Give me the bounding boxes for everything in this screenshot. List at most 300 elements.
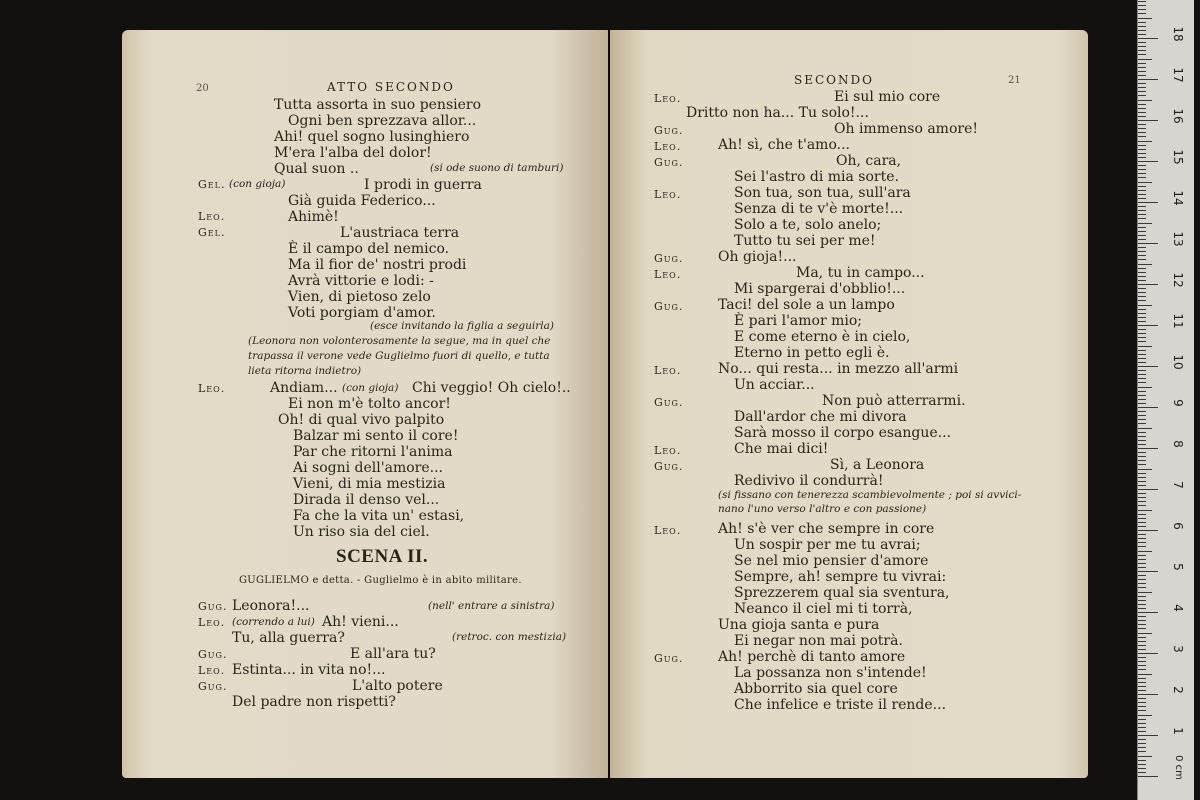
verse-line: Ma, tu in campo... [796,265,925,281]
ruler-tick [1138,715,1152,716]
speaker-label: Gel. [198,178,226,191]
ruler-tick [1138,83,1146,84]
ruler-tick [1138,452,1146,453]
ruler-tick [1138,177,1146,178]
ruler-tick [1138,501,1146,502]
ruler-tick [1138,141,1152,142]
ruler-tick [1138,251,1146,252]
ruler-tick [1138,87,1146,88]
ruler-tick [1138,592,1152,593]
ruler-tick [1138,378,1146,379]
verse-line: Un acciar... [734,377,815,393]
ruler-tick [1138,518,1146,519]
ruler-tick [1138,747,1146,748]
verse-line: Fa che la vita un' estasi, [293,508,465,524]
ruler-tick [1138,612,1158,613]
ruler-tick [1138,161,1158,162]
verse-line: Una gioja santa e pura [718,617,880,633]
verse-line: Ei sul mio core [834,89,941,105]
ruler-tick [1138,628,1146,629]
ruler-tick [1138,120,1158,121]
page-number-right: 21 [1008,75,1021,86]
ruler-tick [1138,206,1146,207]
speaker-label: Gug. [198,680,228,693]
ruler-tick [1138,727,1146,728]
stage-direction: (con gioja) [229,178,286,190]
ruler-tick [1138,100,1152,101]
ruler-tick [1138,694,1158,695]
ruler-tick [1138,75,1146,76]
ruler-tick [1138,313,1146,314]
speaker-label: Leo. [654,268,682,281]
ruler-tick [1138,407,1158,408]
ruler-tick [1138,169,1146,170]
ruler-tick [1138,50,1146,51]
ruler-tick [1138,604,1146,605]
speaker-label: Gug. [654,396,684,409]
ruler-tick [1138,112,1146,113]
ruler-tick [1138,227,1146,228]
ruler-tick [1138,329,1146,330]
stage-direction: (retroc. con mestizia) [452,631,567,643]
ruler-tick [1138,38,1158,39]
ruler-tick [1138,272,1146,273]
ruler-tick [1138,317,1146,318]
verse-line: Redivivo il condurrà! [734,473,884,489]
ruler-tick [1138,79,1158,80]
speaker-label: Leo. [654,188,682,201]
ruler-tick [1138,358,1146,359]
verse-line: E all'ara tu? [350,646,436,662]
verse-line: Ei negar non mai potrà. [734,633,903,649]
verse-line: Ogni ben sprezzava allor... [288,113,477,129]
ruler-tick [1138,149,1146,150]
ruler-tick [1138,268,1146,269]
ruler-tick [1138,559,1146,560]
ruler-tick [1138,423,1146,424]
ruler-tick [1138,665,1146,666]
stage-direction: (correndo a lui) [232,616,315,628]
ruler-tick [1138,579,1146,580]
ruler-tick [1138,186,1146,187]
ruler-tick [1138,743,1146,744]
verse-line: M'era l'alba del dolor! [274,145,432,161]
verse-line: Avrà vittorie e lodi: - [288,273,434,289]
ruler-tick [1138,534,1146,535]
ruler-tick [1138,555,1146,556]
ruler-tick [1138,210,1146,211]
ruler-number: 14 [1171,190,1185,206]
ruler-tick [1138,493,1146,494]
verse-line: Ei non m'è tolto ancor! [288,396,451,412]
ruler-tick [1138,370,1146,371]
ruler-tick [1138,231,1146,232]
ruler-tick [1138,551,1152,552]
ruler-tick [1138,649,1146,650]
verse-line: Taci! del sole a un lampo [718,297,895,313]
verse-line: Se nel mio pensier d'amore [734,553,929,569]
ruler-tick [1138,91,1146,92]
ruler-tick [1138,682,1146,683]
scene-title: SCENA II. [336,546,429,567]
verse-line: Son tua, son tua, sull'ara [734,185,911,201]
verse-line: Ah! vieni... [322,614,399,630]
ruler-tick [1138,235,1146,236]
ruler-tick [1138,108,1146,109]
ruler-tick [1138,280,1146,281]
measuring-ruler [1137,0,1194,800]
ruler-tick [1138,136,1146,137]
ruler-tick [1138,706,1146,707]
ruler-tick [1138,157,1146,158]
ruler-tick [1138,165,1146,166]
stage-direction: (esce invitando la figlia a seguirla) [370,320,554,332]
ruler-tick [1138,583,1146,584]
ruler-tick [1138,190,1146,191]
speaker-label: Gug. [654,460,684,473]
ruler-tick [1138,764,1146,765]
verse-line: Leonora!... [232,598,310,614]
ruler-tick [1138,776,1158,777]
verse-line: Già guida Federico... [288,193,436,209]
verse-line: Tutto tu sei per me! [734,233,876,249]
ruler-tick [1138,145,1146,146]
ruler-tick [1138,63,1146,64]
speaker-label: Gug. [198,648,228,661]
stage-direction: lieta ritorna indietro) [248,365,362,377]
ruler-tick [1138,756,1152,757]
verse-line: Del padre non rispetti? [232,694,396,710]
ruler-tick [1138,469,1152,470]
right-page [610,30,1088,778]
ruler-tick [1138,661,1146,662]
ruler-tick [1138,440,1146,441]
ruler-tick [1138,46,1146,47]
ruler-tick [1138,153,1146,154]
ruler-tick [1138,436,1146,437]
verse-line: E come eterno è in cielo, [734,329,911,345]
ruler-tick [1138,341,1146,342]
ruler-tick [1138,30,1146,31]
ruler-number: 17 [1171,67,1185,83]
speaker-label: Leo. [198,382,226,395]
ruler-number: 13 [1171,231,1185,247]
ruler-tick [1138,567,1146,568]
ruler-tick [1138,620,1146,621]
ruler-tick [1138,124,1146,125]
ruler-tick [1138,288,1146,289]
running-header-left: ATTO SECONDO [327,80,455,94]
verse-line: Qual suon .. [274,161,359,177]
verse-line: Ai sogni dell'amore... [293,460,443,476]
ruler-tick [1138,616,1146,617]
page-number-left: 20 [196,83,209,94]
ruler-tick [1138,522,1146,523]
ruler-number: 10 [1171,354,1185,370]
cast-line: GUGLIELMO e detta. - Guglielmo è in abito militare. [239,575,522,586]
verse-line: Par che ritorni l'anima [293,444,453,460]
ruler-tick [1138,415,1146,416]
ruler-tick [1138,464,1146,465]
verse-line: Voti porgiam d'amor. [288,305,436,321]
ruler-tick [1138,633,1152,634]
ruler-tick [1138,346,1152,347]
verse-line: Ma il fior de' nostri prodi [288,257,467,273]
stage-direction: (con gioja) [342,382,399,394]
ruler-tick [1138,419,1146,420]
ruler-tick [1138,674,1152,675]
ruler-tick [1138,1,1146,2]
ruler-tick [1138,374,1146,375]
verse-line: Neanco il ciel mi ti torrà, [734,601,913,617]
ruler-tick [1138,473,1146,474]
ruler-tick [1138,59,1152,60]
ruler-tick [1138,571,1158,572]
speaker-label: Gel. [198,226,226,239]
ruler-tick [1138,67,1146,68]
ruler-tick [1138,26,1146,27]
ruler-tick [1138,214,1146,215]
verse-line: Ah! s'è ver che sempre in core [718,521,935,537]
verse-line: Un sospir per me tu avrai; [734,537,921,553]
ruler-tick [1138,526,1146,527]
ruler-tick [1138,194,1146,195]
ruler-tick [1138,182,1152,183]
ruler-tick [1138,362,1146,363]
ruler-tick [1138,292,1146,293]
ruler-tick [1138,350,1146,351]
ruler-unit-label: 0 cm [1172,755,1184,780]
ruler-tick [1138,510,1152,511]
verse-line: Oh gioja!... [718,249,797,265]
speaker-label: Gug. [654,252,684,265]
verse-line: Tu, alla guerra? [232,630,345,646]
ruler-tick [1138,399,1146,400]
verse-line: Balzar mi sento il core! [293,428,459,444]
ruler-tick [1138,653,1158,654]
speaker-label: Leo. [198,664,226,677]
ruler-tick [1138,600,1146,601]
verse-line: L'austriaca terra [340,225,460,241]
ruler-tick [1138,18,1152,19]
speaker-label: Leo. [654,140,682,153]
ruler-tick [1138,505,1146,506]
ruler-tick [1138,702,1146,703]
ruler-tick [1138,678,1146,679]
verse-line: Estinta... in vita no!... [232,662,386,678]
speaker-label: Leo. [654,364,682,377]
stage-direction: (si ode suono di tamburi) [430,162,564,174]
ruler-tick [1138,428,1152,429]
ruler-number: 4 [1171,604,1185,612]
ruler-number: 15 [1171,149,1185,165]
ruler-tick [1138,608,1146,609]
ruler-tick [1138,739,1146,740]
verse-line: Andiam... [270,380,338,396]
verse-line: Oh, cara, [836,153,902,169]
verse-line: Dirada il denso vel... [293,492,440,508]
verse-line: La possanza non s'intende! [734,665,927,681]
speaker-label: Gug. [654,300,684,313]
ruler-tick [1138,247,1146,248]
ruler-tick [1138,596,1146,597]
ruler-tick [1138,382,1146,383]
open-book [122,30,1088,778]
ruler-tick [1138,497,1146,498]
ruler-tick [1138,444,1146,445]
ruler-tick [1138,735,1158,736]
verse-line: È il campo del nemico. [288,241,450,257]
verse-line: Ah! perchè di tanto amore [718,649,906,665]
ruler-tick [1138,645,1146,646]
ruler-tick [1138,9,1146,10]
ruler-tick [1138,321,1146,322]
ruler-tick [1138,538,1146,539]
ruler-tick [1138,772,1146,773]
ruler-tick [1138,132,1146,133]
stage-direction: (nell' entrare a sinistra) [428,600,555,612]
speaker-label: Leo. [198,616,226,629]
verse-line: Oh! di qual vivo palpito [278,412,445,428]
verse-line: Senza di te v'è morte!... [734,201,904,217]
verse-line: Ahi! quel sogno lusinghiero [274,129,470,145]
ruler-tick [1138,198,1146,199]
ruler-tick [1138,489,1158,490]
ruler-tick [1138,657,1146,658]
ruler-tick [1138,284,1158,285]
left-page [122,30,608,778]
ruler-tick [1138,116,1146,117]
ruler-tick [1138,300,1146,301]
ruler-number: 9 [1171,399,1185,407]
verse-line: Abborrito sia quel core [734,681,898,697]
ruler-tick [1138,698,1146,699]
verse-line: Ahimè! [288,209,339,225]
ruler-tick [1138,296,1146,297]
speaker-label: Gug. [654,124,684,137]
ruler-number: 12 [1171,272,1185,288]
ruler-tick [1138,395,1146,396]
verse-line: Sarà mosso il corpo esangue... [734,425,952,441]
ruler-number: 16 [1171,108,1185,124]
ruler-tick [1138,686,1146,687]
ruler-tick [1138,309,1146,310]
ruler-tick [1138,325,1158,326]
verse-line: Sì, a Leonora [830,457,925,473]
ruler-tick [1138,42,1146,43]
ruler-tick [1138,104,1146,105]
stage-direction: (Leonora non volonterosamente la segue, ma in quel che [248,335,551,347]
ruler-tick [1138,34,1146,35]
ruler-tick [1138,71,1146,72]
ruler-tick [1138,460,1146,461]
ruler-tick [1138,305,1152,306]
ruler-number: 1 [1171,727,1185,735]
verse-line: No... qui resta... in mezzo all'armi [718,361,959,377]
ruler-tick [1138,264,1152,265]
ruler-tick [1138,481,1146,482]
ruler-tick [1138,432,1146,433]
ruler-tick [1138,710,1146,711]
ruler-number: 7 [1171,481,1185,489]
ruler-tick [1138,391,1146,392]
ruler-tick [1138,337,1146,338]
verse-line: Chi veggio! Oh cielo!.. [412,380,571,396]
speaker-label: Leo. [654,444,682,457]
ruler-tick [1138,202,1158,203]
ruler-tick [1138,333,1146,334]
ruler-tick [1138,719,1146,720]
ruler-tick [1138,768,1146,769]
verse-line: Sei l'astro di mia sorte. [734,169,899,185]
ruler-tick [1138,731,1146,732]
speaker-label: Leo. [198,210,226,223]
ruler-tick [1138,239,1146,240]
verse-line: Solo a te, solo anelo; [734,217,882,233]
verse-line: Oh immenso amore! [834,121,978,137]
ruler-number: 5 [1171,563,1185,571]
stage-direction: trapassa il verone vede Guglielmo fuori di quello, e tutta [248,350,550,362]
ruler-tick [1138,403,1146,404]
verse-line: I prodi in guerra [364,177,482,193]
verse-line: Che infelice e triste il rende... [734,697,947,713]
ruler-tick [1138,587,1146,588]
stage-direction: (si fissano con tenerezza scambievolmente ; poi si avvici- [718,489,1022,501]
speaker-label: Leo. [654,524,682,537]
ruler-tick [1138,255,1146,256]
ruler-tick [1138,546,1146,547]
ruler-tick [1138,760,1146,761]
verse-line: Non può atterrarmi. [822,393,966,409]
ruler-number: 3 [1171,645,1185,653]
ruler-tick [1138,243,1158,244]
ruler-number: 11 [1171,313,1185,329]
ruler-tick [1138,669,1146,670]
ruler-tick [1138,751,1146,752]
verse-line: Dritto non ha... Tu solo!... [686,105,869,121]
ruler-tick [1138,387,1152,388]
ruler-tick [1138,514,1146,515]
speaker-label: Leo. [654,92,682,105]
ruler-tick [1138,13,1146,14]
ruler-tick [1138,690,1146,691]
ruler-tick [1138,563,1146,564]
ruler-tick [1138,259,1146,260]
verse-line: Tutta assorta in suo pensiero [274,97,482,113]
ruler-tick [1138,456,1146,457]
verse-line: Vieni, di mia mestizia [293,476,446,492]
ruler-tick [1138,223,1152,224]
verse-line: Sempre, ah! sempre tu vivrai: [734,569,947,585]
ruler-tick [1138,624,1146,625]
ruler-number: 6 [1171,522,1185,530]
speaker-label: Gug. [198,600,228,613]
speaker-label: Gug. [654,652,684,665]
stage-direction: nano l'uno verso l'altro e con passione) [718,503,927,515]
ruler-tick [1138,366,1158,367]
ruler-tick [1138,448,1158,449]
ruler-number: 2 [1171,686,1185,694]
ruler-tick [1138,95,1146,96]
verse-line: L'alto potere [352,678,443,694]
ruler-tick [1138,530,1158,531]
verse-line: Eterno in petto egli è. [734,345,890,361]
ruler-tick [1138,723,1146,724]
ruler-tick [1138,477,1146,478]
ruler-tick [1138,641,1146,642]
speaker-label: Gug. [654,156,684,169]
verse-line: È pari l'amor mio; [734,313,863,329]
